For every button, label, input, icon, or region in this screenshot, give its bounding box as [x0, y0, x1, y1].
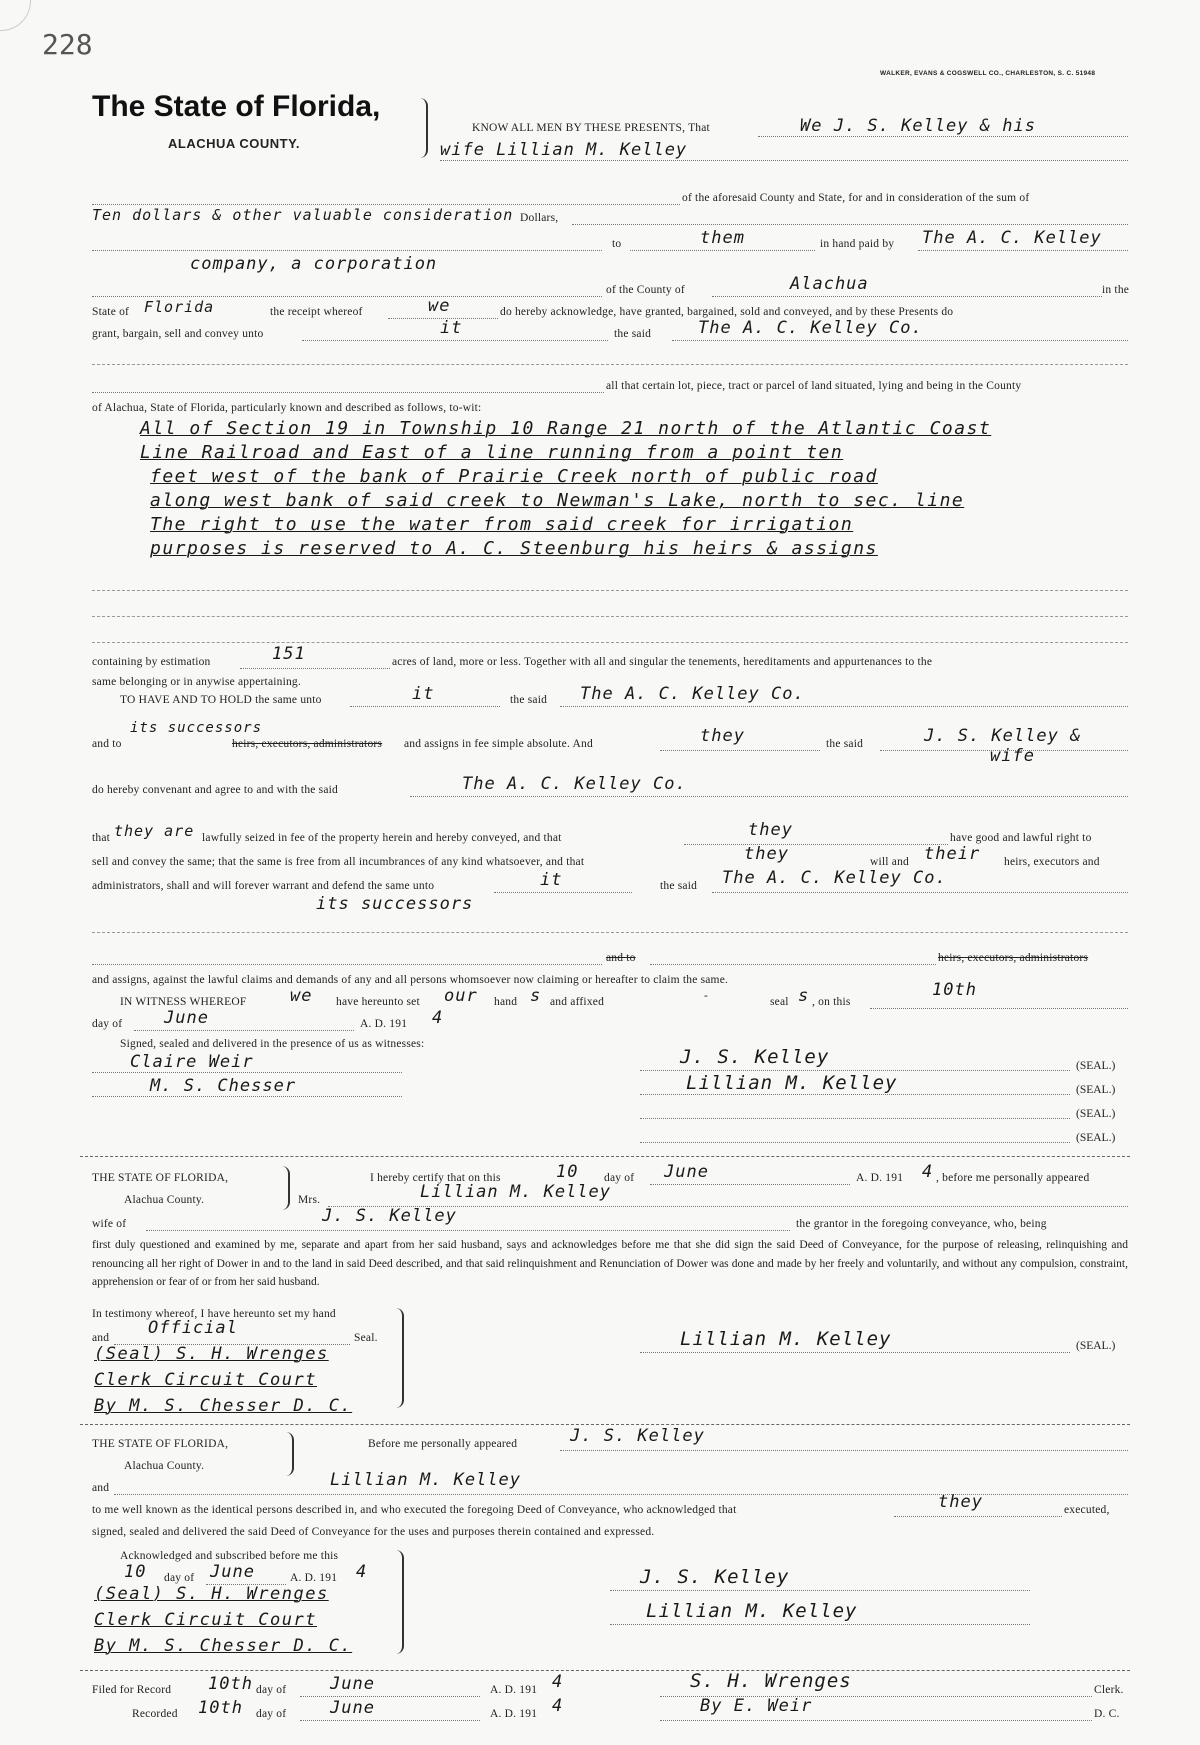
state-of-label: State of	[92, 306, 130, 318]
ack-clerk3: By M. S. Chesser D. C.	[94, 1636, 353, 1656]
husband-name: J. S. Kelley	[322, 1206, 457, 1226]
administrators-text: administrators, shall and will forever warrant and defend the same unto	[92, 880, 435, 892]
habendum-grantors: J. S. Kelley &	[924, 726, 1082, 746]
grantee-name: The A. C. Kelley	[922, 228, 1102, 248]
they-are: they are	[114, 822, 195, 840]
grantors-line2: wife Lillian M. Kelley	[440, 140, 688, 160]
covenant-grantee: The A. C. Kelley Co.	[462, 774, 687, 794]
day-of-label: day of	[92, 1018, 123, 1030]
seized-text: lawfully seized in fee of the property herein and hereby conveyed, and that	[202, 832, 562, 844]
and-to-struck: and to	[606, 952, 636, 964]
ack-day: 10	[124, 1562, 147, 1582]
consideration-text: of the aforesaid County and State, for and in consideration of the sum of	[682, 192, 1030, 204]
signer2: Lillian M. Kelley	[686, 1072, 898, 1094]
ack-sig2: Lillian M. Kelley	[646, 1600, 858, 1622]
to-whom: them	[700, 228, 745, 248]
page-corner	[0, 0, 31, 31]
dower-clerk2: Clerk Circuit Court	[94, 1370, 317, 1390]
witness2: M. S. Chesser	[150, 1076, 297, 1096]
dower-and: and	[92, 1332, 110, 1344]
recorded-day: 10th	[198, 1698, 243, 1718]
recorded-month: June	[330, 1698, 375, 1718]
habendum-said-label: the said	[826, 738, 864, 750]
filed-month: June	[330, 1674, 375, 1694]
testimony-text: In testimony whereof, I have hereunto set my hand	[92, 1308, 336, 1320]
wife-of-label: wife of	[92, 1218, 127, 1230]
ack-ad: A. D. 191	[290, 1572, 338, 1584]
dower-signature: Lillian M. Kelley	[680, 1328, 892, 1350]
executed-text: executed,	[1064, 1504, 1110, 1516]
heirs-struck: heirs, executors, administrators	[232, 738, 383, 750]
ack-state: THE STATE OF FLORIDA,	[92, 1438, 229, 1450]
in-the-label: in the	[1102, 284, 1130, 296]
of-county-label: of the County of	[606, 284, 685, 296]
printer-mark: WALKER, EVANS & COGSWELL CO., CHARLESTON, S. C. 51948	[880, 70, 1096, 77]
consideration-amount: Ten dollars & other valuable consideration	[92, 206, 514, 224]
subscribed-text: Acknowledged and subscribed before me this	[120, 1550, 339, 1562]
they3: they	[744, 844, 789, 864]
the-said-label: the said	[614, 328, 652, 340]
dower-ad: A. D. 191	[856, 1172, 904, 1184]
to-label: to	[612, 238, 622, 250]
filed-label: Filed for Record	[92, 1684, 172, 1696]
description-line-1: All of Section 19 in Township 10 Range 21 north of the Atlantic Coast	[140, 418, 992, 439]
ack-clerk2: Clerk Circuit Court	[94, 1610, 317, 1630]
acknowledge-text: do hereby acknowledge, have granted, bargained, sold and conveyed, and by these Presents do	[500, 306, 954, 318]
dollars-label: Dollars,	[520, 212, 559, 224]
dower-clerk3: By M. S. Chesser D. C.	[94, 1396, 353, 1416]
unto-who2: it	[540, 870, 563, 890]
acres-value: 151	[272, 644, 306, 664]
filed-day-of: day of	[256, 1684, 287, 1696]
witness1: Claire Weir	[130, 1052, 254, 1072]
hand-label: hand	[494, 996, 518, 1008]
the-said2: the said	[660, 880, 698, 892]
dower-seal: (SEAL.)	[1076, 1340, 1116, 1352]
ack-month: June	[210, 1562, 255, 1582]
header-brace	[418, 98, 428, 158]
unto-who: it	[440, 318, 463, 338]
witness-month: June	[164, 1008, 209, 1028]
assigns-text: and assigns in fee simple absolute. And	[404, 738, 593, 750]
grantee-short: The A. C. Kelley Co.	[698, 318, 923, 338]
description-line-6: purposes is reserved to A. C. Steenburg his heirs & assigns	[150, 538, 878, 559]
witness-year-digit: 4	[432, 1008, 444, 1028]
heirs-exec-text: heirs, executors and	[1004, 856, 1100, 868]
all-that-text: all that certain lot, piece, tract or parcel of land situated, lying and being in the County	[606, 380, 1022, 392]
filed-ad: A. D. 191	[490, 1684, 538, 1696]
grantee2: The A. C. Kelley Co.	[722, 868, 947, 888]
well-known-text: to me well known as the identical persons described in, and who executed the foregoing Deed of Conveyance, who acknowledged that	[92, 1504, 737, 1516]
of-alachua-text: of Alachua, State of Florida, particularly known and described as follows, to-wit:	[92, 402, 482, 414]
habendum-grantors-cont: wife	[990, 746, 1035, 766]
habendum-they: they	[700, 726, 745, 746]
good-right-text: have good and lawful right to	[950, 832, 1092, 844]
recorded-year: 4	[552, 1696, 564, 1716]
grantor-text: the grantor in the foregoing conveyance, who, being	[796, 1218, 1047, 1230]
clerk-label: Clerk.	[1094, 1684, 1124, 1696]
dower-day-of: day of	[604, 1172, 635, 1184]
that-label: that	[92, 832, 111, 844]
have-set-text: have hereunto set	[336, 996, 420, 1008]
know-all-text: KNOW ALL MEN BY THESE PRESENTS, That	[472, 122, 710, 134]
to-have-text: TO HAVE AND TO HOLD the same unto	[120, 694, 322, 706]
filing-clerk-name: S. H. Wrenges	[690, 1670, 852, 1692]
ack-county: Alachua County.	[124, 1460, 205, 1472]
habendum-grantee: The A. C. Kelley Co.	[580, 684, 805, 704]
dower-day: 10	[556, 1162, 579, 1182]
filed-day: 10th	[208, 1674, 253, 1694]
containing-label: containing by estimation	[92, 656, 211, 668]
ack-day-of: day of	[164, 1572, 195, 1584]
receipt-label: the receipt whereof	[270, 306, 363, 318]
seal-2: (SEAL.)	[1076, 1084, 1116, 1096]
their-text: their	[924, 844, 981, 864]
grantee-cont: company, a corporation	[190, 254, 438, 274]
dower-body: first duly questioned and examined by me, separate and apart from her said husband, says and acknowledges before me that she did sign the said Deed of Conveyance, for the purpose of releasing, relinquishing and renouncing all her right of Dower in and to the land in said Deed described, and that said relinquishment and Renunciation of Dower was done and made by her freely and voluntarily, and without any compulsion, constraint, apprehension or fear of or from her said husband.	[92, 1239, 1128, 1288]
in-witness-label: IN WITNESS WHEREOF	[120, 996, 247, 1008]
seal-1: (SEAL.)	[1076, 1060, 1116, 1072]
paid-by-label: in hand paid by	[820, 238, 895, 250]
recorded-ad: A. D. 191	[490, 1708, 538, 1720]
acres-text: acres of land, more or less. Together with all and singular the tenements, hereditaments and appurtenances to the	[392, 656, 933, 668]
its-successors2: its successors	[316, 894, 474, 914]
ack-they: they	[938, 1492, 983, 1512]
seal-s: s	[798, 986, 810, 1006]
seal-word: Seal.	[354, 1332, 378, 1344]
grant-line-text: grant, bargain, sell and convey unto	[92, 328, 264, 340]
dc-label: D. C.	[1094, 1708, 1120, 1720]
habendum-the-said: the said	[510, 694, 548, 706]
state-name: Florida	[144, 298, 215, 316]
affixed-text: and affixed	[550, 996, 605, 1008]
seal-3: (SEAL.)	[1076, 1108, 1116, 1120]
affixed-dash: -	[704, 990, 709, 1002]
will-and-text: will and	[870, 856, 909, 868]
description-line-3: feet west of the bank of Prairie Creek north of public road	[150, 466, 878, 487]
county-name: Alachua	[790, 274, 869, 294]
official-text: Official	[148, 1318, 238, 1338]
dower-state: THE STATE OF FLORIDA,	[92, 1172, 229, 1184]
page-number: 228	[42, 28, 93, 61]
description-line-2: Line Railroad and East of a line running from a point ten	[140, 442, 844, 463]
ack-signed-text: signed, sealed and delivered the said Deed of Conveyance for the uses and purposes therein contained and expressed.	[92, 1526, 655, 1538]
ack-before-me: Before me personally appeared	[368, 1438, 518, 1450]
witness-day: 10th	[932, 980, 977, 1000]
hand-s: s	[530, 986, 542, 1006]
against-text: and assigns, against the lawful claims and demands of any and all persons whomsoever now claiming or hereafter to claim the same.	[92, 974, 729, 986]
recorded-day-of: day of	[256, 1708, 287, 1720]
mrs-name: Lillian M. Kelley	[420, 1182, 611, 1202]
seal-4: (SEAL.)	[1076, 1132, 1116, 1144]
ack-clerk1: (Seal) S. H. Wrenges	[94, 1584, 329, 1604]
dower-clerk1: (Seal) S. H. Wrenges	[94, 1344, 329, 1364]
ack-sig1: J. S. Kelley	[640, 1566, 790, 1588]
filed-year: 4	[552, 1672, 564, 1692]
ack-and: and	[92, 1482, 110, 1494]
sell-convey-text: sell and convey the same; that the same is free from all incumbrances of any kind whatsoever, and that	[92, 856, 585, 868]
document-title: The State of Florida,	[92, 90, 381, 123]
dower-county: Alachua County.	[124, 1194, 205, 1206]
covenant-text: do hereby convenant and agree to and with the said	[92, 784, 338, 796]
county-heading: ALACHUA COUNTY.	[168, 136, 300, 151]
dower-before-me: , before me personally appeared	[936, 1172, 1090, 1184]
signed-text: Signed, sealed and delivered in the presence of us as witnesses:	[120, 1038, 425, 1050]
description-line-5: The right to use the water from said creek for irrigation	[150, 514, 854, 535]
dower-month: June	[664, 1162, 709, 1182]
ack-name2: Lillian M. Kelley	[330, 1470, 521, 1490]
its-successors: its successors	[130, 720, 263, 736]
witness-ad: A. D. 191	[360, 1018, 408, 1030]
heirs-exec-admin-struck: heirs, executors, administrators	[938, 952, 1089, 964]
receipt-who: we	[428, 296, 451, 316]
signer1: J. S. Kelley	[680, 1046, 830, 1068]
description-line-4: along west bank of said creek to Newman's Lake, north to sec. line	[150, 490, 965, 511]
on-this-label: , on this	[812, 996, 851, 1008]
witness-we: we	[290, 986, 313, 1006]
belonging-text: same belonging or in anywise appertaining.	[92, 676, 301, 688]
dower-year: 4	[922, 1162, 934, 1182]
seal-label: seal	[770, 996, 789, 1008]
recorded-label: Recorded	[132, 1708, 178, 1720]
they2: they	[748, 820, 793, 840]
grantors-line1: We J. S. Kelley & his	[800, 116, 1036, 136]
ack-name1: J. S. Kelley	[570, 1426, 705, 1446]
dc-name: By E. Weir	[700, 1696, 813, 1716]
certify-text: I hereby certify that on this	[370, 1172, 501, 1184]
witness-our: our	[444, 986, 478, 1006]
habendum-unto-who: it	[412, 684, 435, 704]
ack-year: 4	[356, 1562, 368, 1582]
and-to-label: and to	[92, 738, 122, 750]
mrs-label: Mrs.	[298, 1194, 321, 1206]
